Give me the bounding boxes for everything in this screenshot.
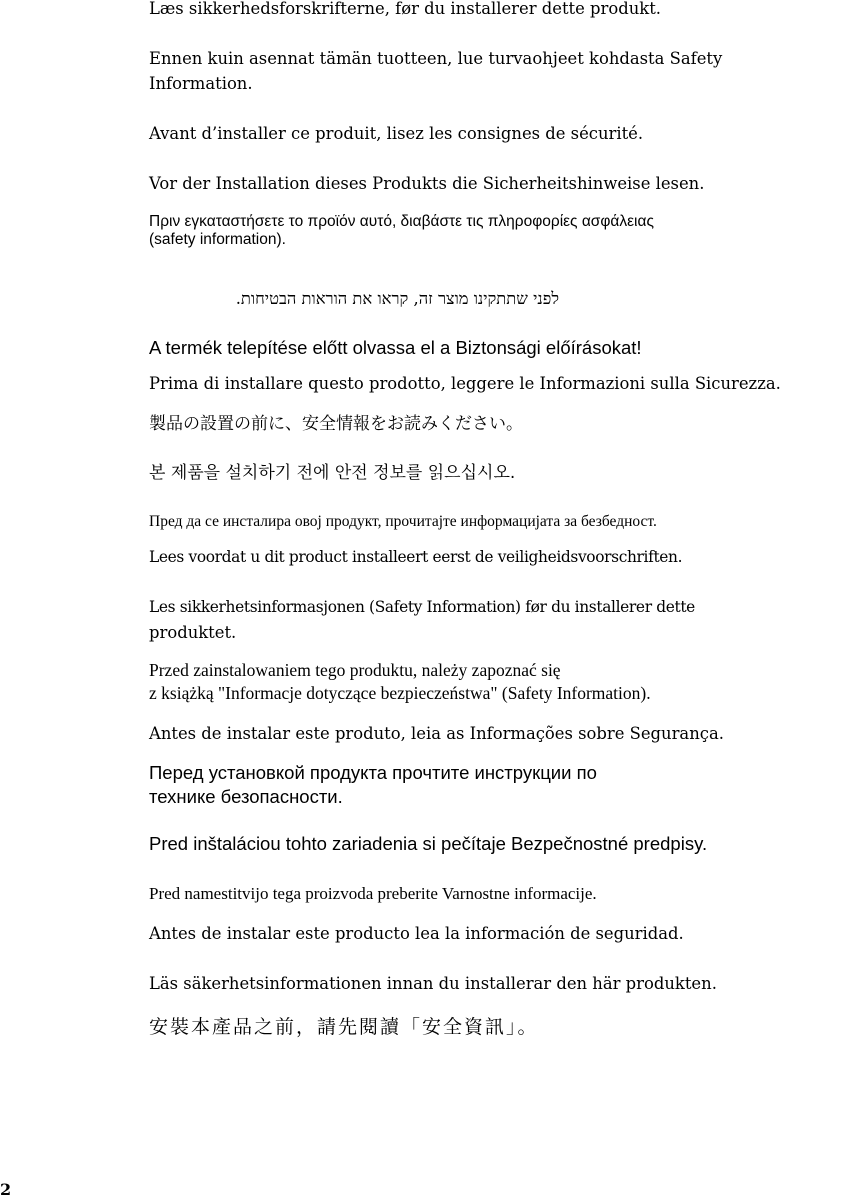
notice-russian-line1: Перед установкой продукта прочтите инструкции по: [149, 762, 597, 783]
notice-finnish-line2: Information.: [149, 74, 253, 93]
notice-danish: Læs sikkerhedsforskrifterne, før du installerer dette produkt.: [149, 0, 661, 18]
notice-slovenian: Pred namestitvijo tega proizvoda preberite Varnostne informacije.: [149, 884, 597, 903]
page-number: 2: [0, 1180, 12, 1199]
notice-swedish: Läs säkerhetsinformationen innan du installerar den här produkten.: [149, 974, 717, 993]
notice-french: Avant d’installer ce produit, lisez les consignes de sécurité.: [149, 124, 644, 143]
notice-slovak: Pred inštaláciou tohto zariadenia si pečítaje Bezpečnostné predpisy.: [149, 833, 708, 854]
notice-japanese: 製品の設置の前に、安全情報をお読みください。: [149, 414, 523, 434]
notice-polish-line1: Przed zainstalowaniem tego produktu, należy zapoznać się: [149, 660, 561, 680]
notice-korean: 본 제품을 설치하기 전에 안전 정보를 읽으십시오.: [149, 463, 516, 483]
notice-macedonian: Пред да се инсталира овој продукт, прочитајте информацијата за безбедност.: [149, 513, 657, 530]
notice-portuguese: Antes de instalar este produto, leia as Informações sobre Segurança.: [149, 724, 724, 743]
notice-greek-line1: Πριν εγκαταστήσετε το προϊόν αυτό, διαβάστε τις πληροφορίες ασφάλειας: [149, 213, 654, 230]
notice-hebrew: לפני שתתקינו מוצר זה, קראו את הוראות הבטיחות.: [235, 289, 559, 308]
notice-norwegian-line2: produktet.: [149, 623, 237, 642]
notice-dutch: Lees voordat u dit product installeert eerst de veiligheidsvoorschriften.: [149, 548, 683, 566]
notice-german: Vor der Installation dieses Produkts die Sicherheitshinweise lesen.: [149, 174, 705, 193]
notice-spanish: Antes de instalar este producto lea la información de seguridad.: [149, 924, 684, 943]
notice-russian-line2: технике безопасности.: [149, 786, 343, 807]
notice-hungarian: A termék telepítése előtt olvassa el a Biztonsági előírásokat!: [149, 337, 642, 358]
notice-chinese-traditional: 安裝本產品之前，請先閱讀「安全資訊」。: [149, 1016, 539, 1038]
notice-italian: Prima di installare questo prodotto, leggere le Informazioni sulla Sicurezza.: [149, 374, 781, 393]
notice-norwegian-line1: Les sikkerhetsinformasjonen (Safety Information) før du installerer dette: [149, 598, 695, 616]
notice-polish-line2: z książką "Informacje dotyczące bezpieczeństwa" (Safety Information).: [149, 683, 651, 703]
notice-finnish-line1: Ennen kuin asennat tämän tuotteen, lue turvaohjeet kohdasta Safety: [149, 49, 723, 68]
notice-greek-line2: (safety information).: [149, 231, 286, 248]
